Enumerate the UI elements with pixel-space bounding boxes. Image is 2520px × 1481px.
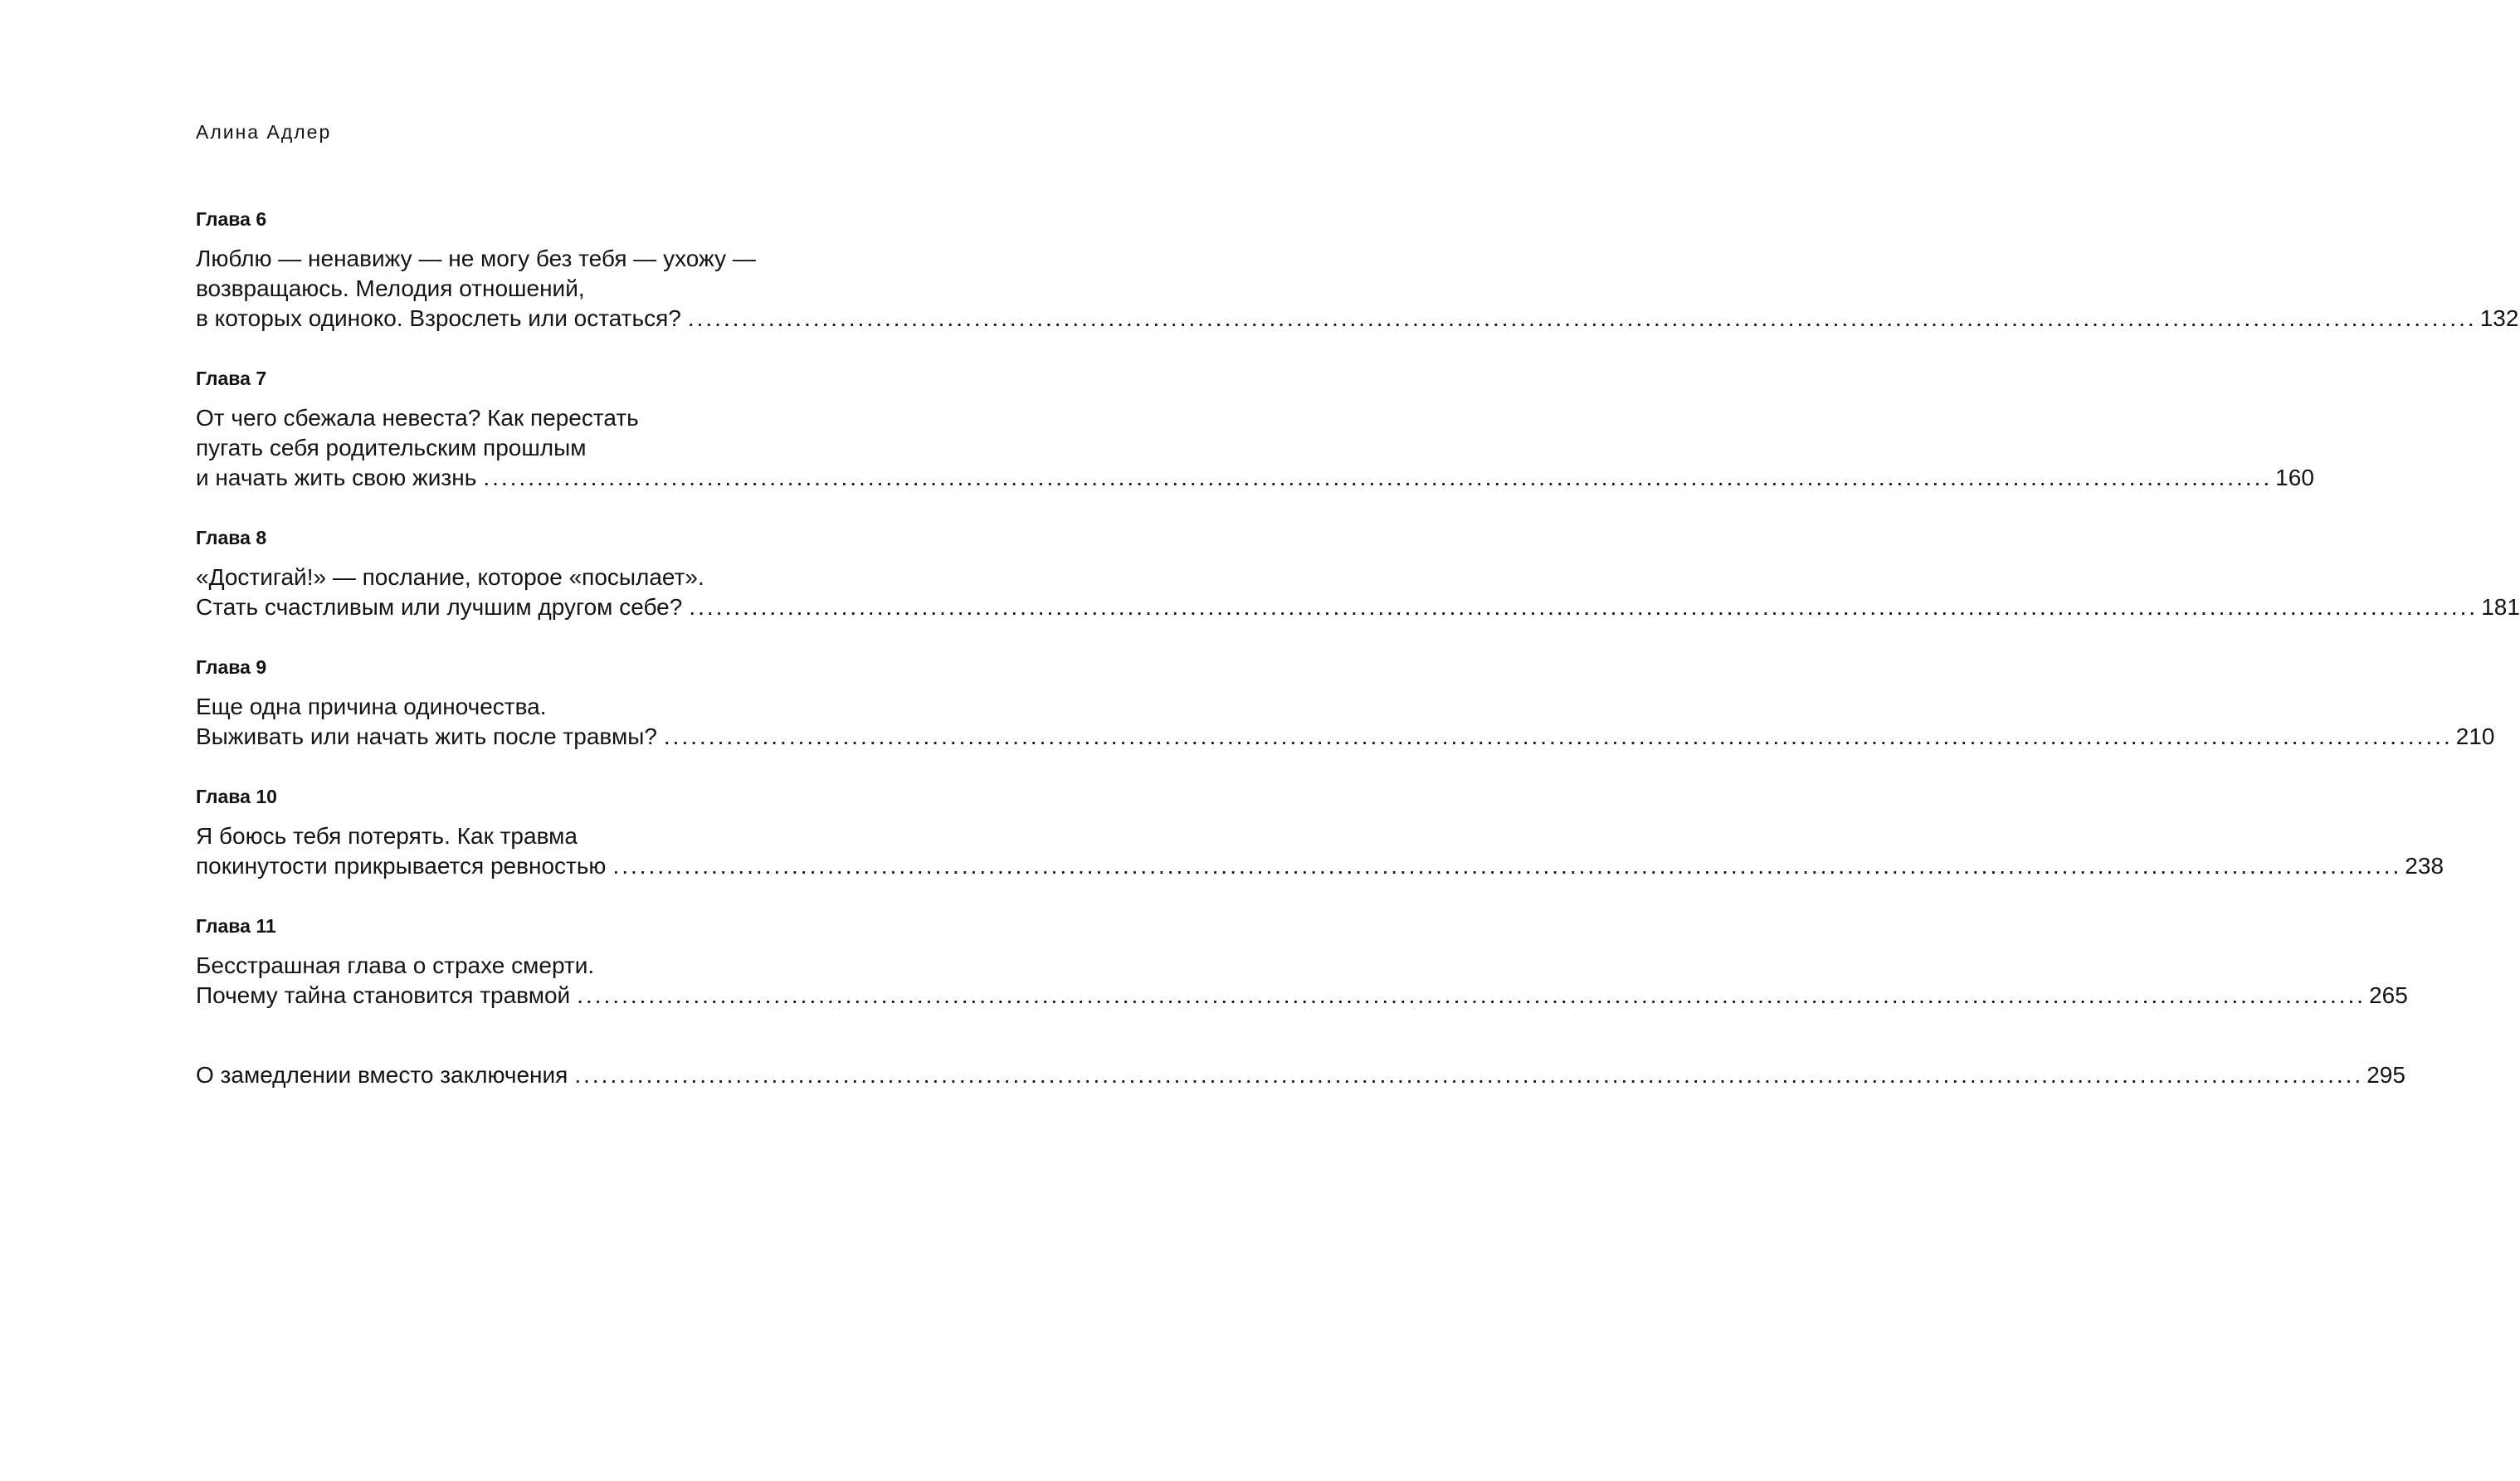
chapter-label: Глава 11: [196, 915, 276, 937]
dot-leader: ........................................................................................................................................................................................................: [687, 305, 2477, 331]
title-last-line: [196, 722, 2495, 752]
title-line: Стать счастливым или лучшим другом себе?: [196, 594, 683, 620]
title-last-line: [196, 851, 2444, 881]
title-line: покинутости прикрывается ревностью: [196, 853, 607, 879]
title-last-line: [196, 463, 2314, 493]
title-last-line: [196, 1060, 2405, 1090]
title-line: возвращаюсь. Мелодия отношений,: [196, 275, 585, 301]
title-last-line: [196, 304, 2519, 334]
chapter-title: [196, 692, 2495, 752]
title-last-line: [196, 592, 2520, 622]
running-head: Алина Адлер: [196, 121, 332, 143]
closing-title: [196, 1060, 2405, 1090]
chapter-title: [196, 403, 2314, 493]
title-line: «Достигай!» — послание, которое «посылает».: [196, 564, 704, 590]
title-line: Я боюсь тебя потерять. Как травма: [196, 823, 578, 849]
dot-leader: ........................................................................................................................................................................................................: [612, 853, 2402, 879]
chapter-label: Глава 7: [196, 368, 267, 389]
title-line: Выживать или начать жить после травмы?: [196, 723, 657, 749]
toc-entry-chapter-6: [196, 206, 2519, 334]
chapter-title: [196, 821, 2444, 881]
chapter-label: Глава 8: [196, 527, 267, 548]
toc-entry-chapter-8: [196, 524, 2520, 622]
toc-entry-closing: [196, 1060, 2405, 1090]
title-line: пугать себя родительским прошлым: [196, 435, 587, 460]
page-number: 295: [2366, 1062, 2405, 1088]
title-line: Почему тайна становится травмой: [196, 982, 571, 1008]
title-line: О замедлении вместо заключения: [196, 1062, 568, 1088]
chapter-title: [196, 563, 2520, 622]
table-of-contents: [196, 206, 2520, 1122]
chapter-label: Глава 6: [196, 208, 267, 230]
page-number: 210: [2455, 723, 2495, 749]
page-number: 181: [2481, 594, 2520, 620]
toc-entry-chapter-9: [196, 654, 2495, 752]
toc-entry-chapter-10: [196, 783, 2444, 881]
dot-leader: ........................................................................................................................................................................................................: [577, 982, 2366, 1008]
page-number: 265: [2369, 982, 2408, 1008]
title-line: Люблю — ненавижу — не могу без тебя — ухожу —: [196, 246, 756, 271]
dot-leader: ........................................................................................................................................................................................................: [574, 1062, 2364, 1088]
title-line: и начать жить свою жизнь: [196, 465, 477, 490]
page-number: 132: [2479, 305, 2519, 331]
chapter-label: Глава 10: [196, 786, 277, 807]
title-line: Еще одна причина одиночества.: [196, 694, 547, 719]
chapter-label: Глава 9: [196, 656, 267, 678]
dot-leader: ........................................................................................................................................................................................................: [689, 594, 2479, 620]
page-number: 160: [2275, 465, 2314, 490]
title-last-line: [196, 981, 2408, 1011]
title-line: в которых одиноко. Взрослеть или остаться?: [196, 305, 681, 331]
title-line: Бесстрашная глава о страхе смерти.: [196, 952, 595, 978]
chapter-title: [196, 244, 2519, 334]
dot-leader: ........................................................................................................................................................................................................: [663, 723, 2453, 749]
chapter-title: [196, 951, 2408, 1011]
page-number: 238: [2405, 853, 2444, 879]
toc-entry-chapter-11: [196, 913, 2408, 1011]
title-line: От чего сбежала невеста? Как перестать: [196, 405, 639, 431]
dot-leader: ........................................................................................................................................................................................................: [483, 465, 2273, 490]
toc-entry-chapter-7: [196, 365, 2314, 493]
